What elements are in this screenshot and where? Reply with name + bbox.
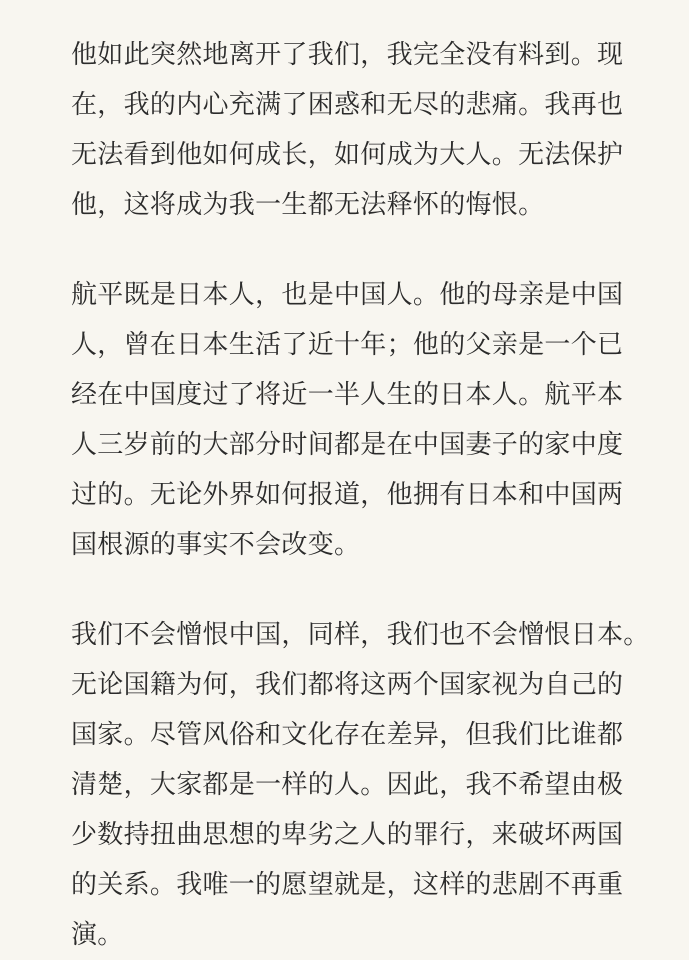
- paragraph-2: [71, 270, 631, 570]
- text-line: 演。: [71, 920, 124, 950]
- text-line: 的关系。我唯一的愿望就是，这样的悲剧不再重: [71, 870, 624, 900]
- text-line: 国根源的事实不会改变。: [71, 530, 361, 560]
- text-line: 人三岁前的大部分时间都是在中国妻子的家中度: [71, 430, 624, 460]
- text-line: 国家。尽管风俗和文化存在差异，但我们比谁都: [71, 720, 624, 750]
- text-line: 清楚，大家都是一样的人。因此，我不希望由极: [71, 770, 624, 800]
- text-line: 过的。无论外界如何报道，他拥有日本和中国两: [71, 480, 624, 510]
- article-body: [71, 30, 650, 960]
- text-line: 我们不会憎恨中国，同样，我们也不会憎恨日本。: [71, 620, 650, 650]
- text-line: 无法看到他如何成长，如何成为大人。无法保护: [71, 140, 624, 170]
- paragraph-spacer: [71, 570, 631, 610]
- text-line: 他如此突然地离开了我们，我完全没有料到。现: [71, 40, 624, 70]
- text-line: 无论国籍为何，我们都将这两个国家视为自己的: [71, 670, 624, 700]
- text-line: 在，我的内心充满了困惑和无尽的悲痛。我再也: [71, 90, 624, 120]
- text-line: 他，这将成为我一生都无法释怀的悔恨。: [71, 190, 545, 220]
- paragraph-1: [71, 30, 631, 230]
- paragraph-3: [71, 610, 650, 960]
- paragraph-spacer: [71, 230, 631, 270]
- text-line: 经在中国度过了将近一半人生的日本人。航平本: [71, 380, 624, 410]
- text-line: 少数持扭曲思想的卑劣之人的罪行，来破坏两国: [71, 820, 624, 850]
- text-line: 航平既是日本人，也是中国人。他的母亲是中国: [71, 280, 624, 310]
- text-line: 人，曾在日本生活了近十年；他的父亲是一个已: [71, 330, 624, 360]
